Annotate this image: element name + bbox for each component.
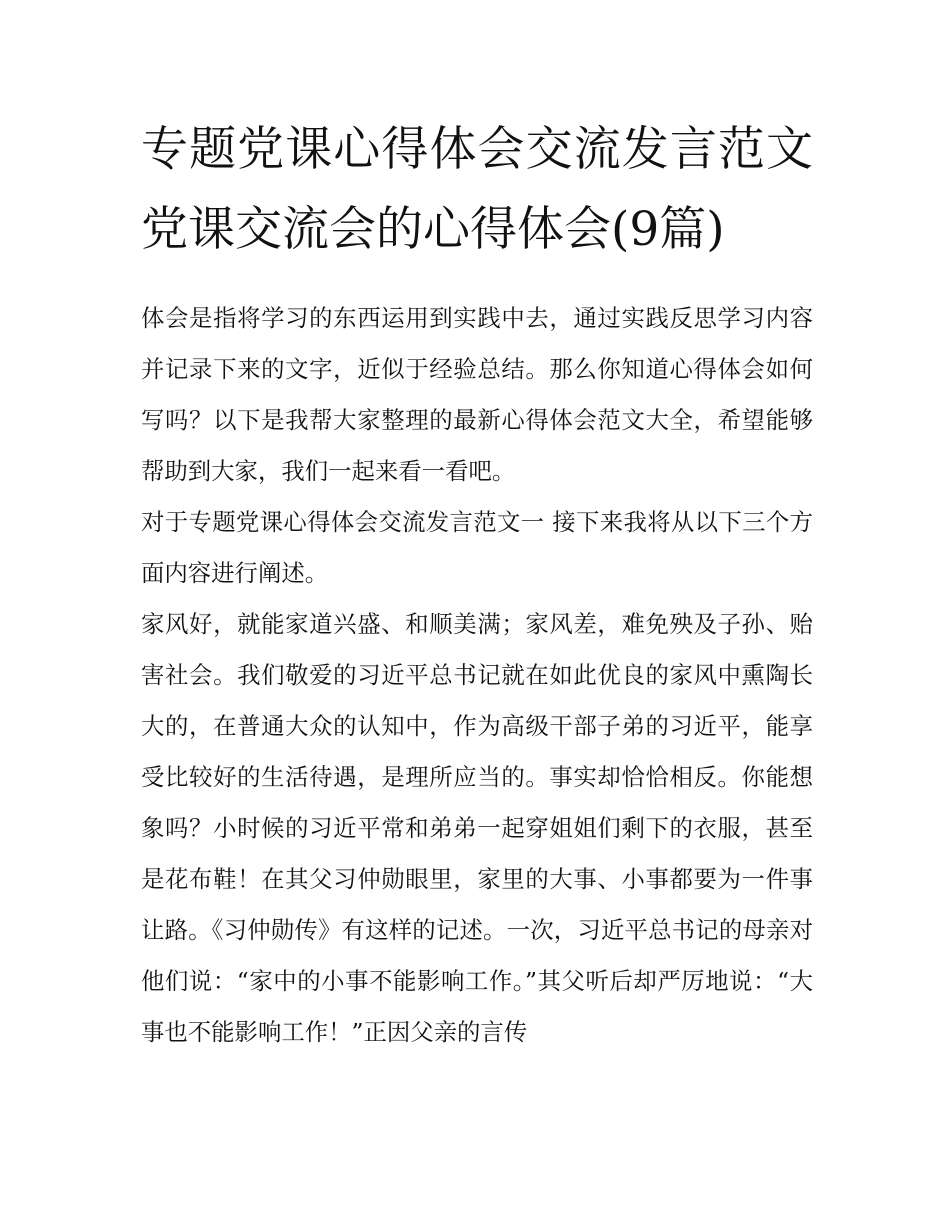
document-body xyxy=(141,110,813,1058)
paragraph-intro: 体会是指将学习的东西运用到实践中去，通过实践反思学习内容并记录下来的文字，近似于经验总结。那么你知道心得体会如何写吗？以下是我帮大家整理的最新心得体会范文大全，希望能够帮助到大家，我们一起来看一看吧。 xyxy=(141,304,813,485)
paragraph-family-tradition: 家风好，就能家道兴盛、和顺美满；家风差，难免殃及子孙、贻害社会。我们敬爱的习近平总书记就在如此优良的家风中熏陶长大的，在普通大众的认知中，作为高级干部子弟的习近平，能享受比较好的生活待遇，是理所应当的。事实却恰恰相反。你能想象吗？小时候的习近平常和弟弟一起穿姐姐们剩下的衣服，甚至是花布鞋！在其父习仲勋眼里，家里的大事、小事都要为一件事让路。《习仲勋传》有这样的记述。一次，习近平总书记的母亲对他们说：“家中的小事不能影响工作。”其父听后却严厉地说：“大事也不能影响工作！”正因父亲的言传 xyxy=(141,610,813,1046)
paragraph-section-one: 对于专题党课心得体会交流发言范文一 接下来我将从以下三个方面内容进行阐述。 xyxy=(141,508,813,587)
document-title: 专题党课心得体会交流发言范文 党课交流会的心得体会(9篇) xyxy=(141,122,813,257)
